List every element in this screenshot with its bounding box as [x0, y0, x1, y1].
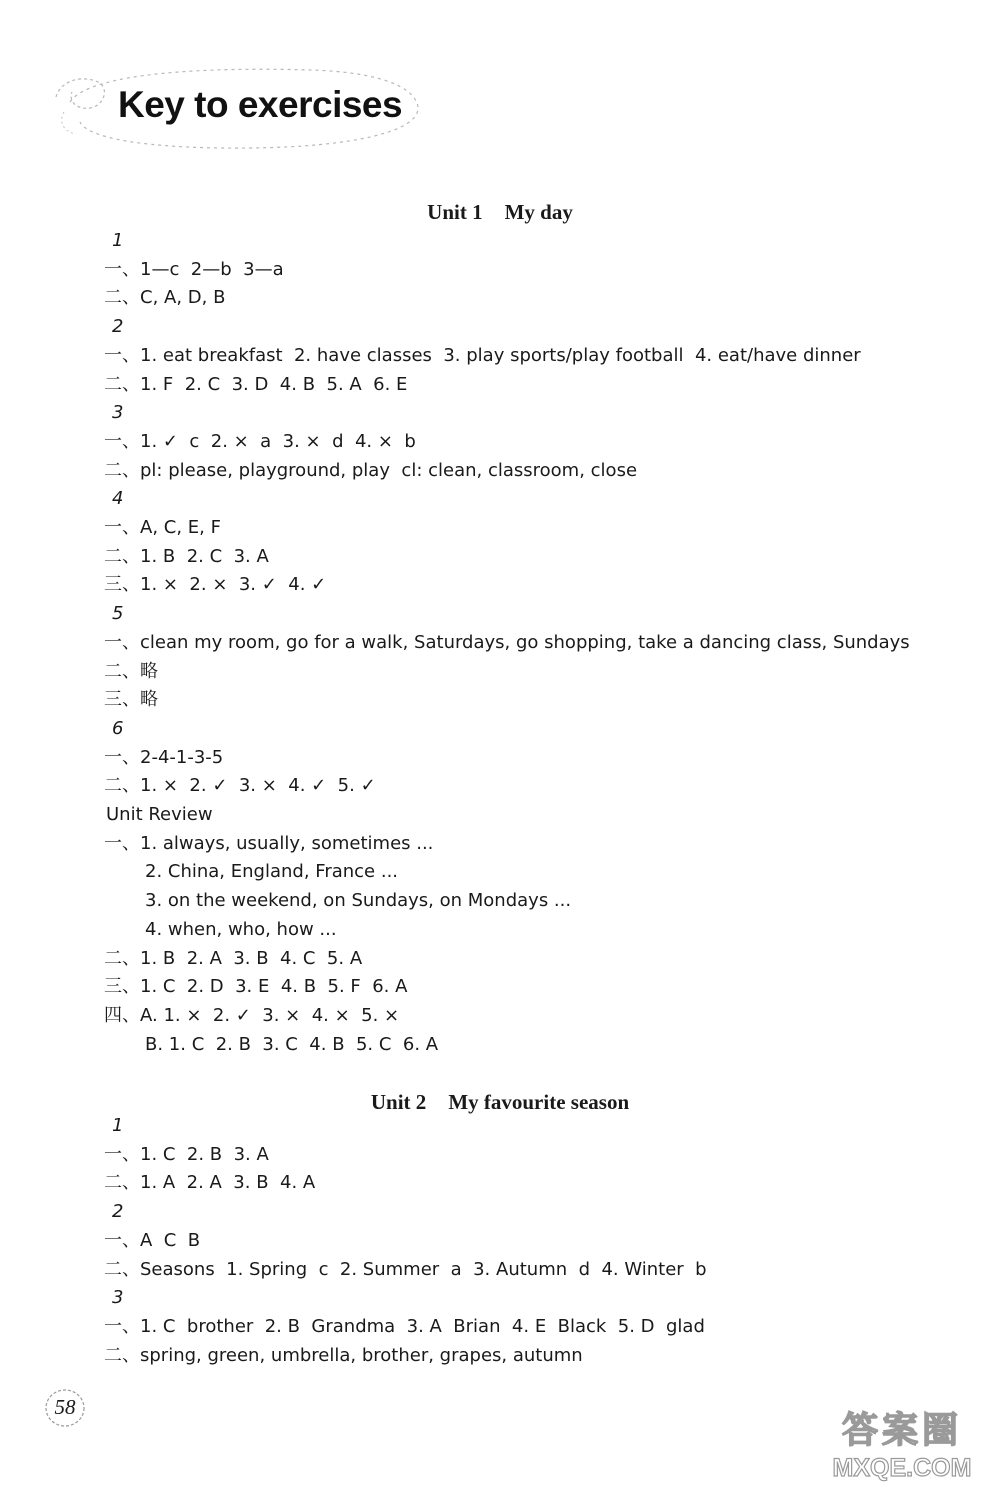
question-label: 二、	[104, 947, 140, 969]
section-number-text: 1	[112, 1115, 124, 1136]
answer-line	[145, 890, 571, 912]
review-heading-text: Unit Review	[106, 804, 213, 825]
question-label: 三、	[104, 689, 140, 711]
answer-text: clean my room, go for a walk, Saturdays, go shopping, take a dancing class, Sundays	[140, 631, 910, 653]
page-number-badge	[44, 1388, 86, 1428]
answer-line	[104, 1230, 200, 1252]
answer-line	[104, 1259, 707, 1281]
answer-text: 4. when, who, how ...	[145, 918, 337, 940]
section-number-text: 5	[112, 603, 124, 625]
question-label: 二、	[104, 775, 140, 797]
review-heading	[106, 804, 213, 826]
question-label: 二、	[104, 1258, 140, 1280]
question-label: 一、	[104, 746, 140, 768]
answer-line	[104, 775, 376, 797]
section-number	[112, 1115, 123, 1137]
answer-line	[104, 345, 861, 367]
question-label: 二、	[104, 545, 140, 567]
page-number: 58	[54, 1395, 76, 1419]
question-label: 二、	[104, 660, 140, 682]
section-number-text: 2	[112, 316, 124, 338]
answer-line	[145, 861, 398, 883]
answer-line	[104, 976, 407, 998]
answer-text: 2. China, England, France ...	[145, 861, 399, 883]
section-number-text: 6	[112, 717, 124, 739]
section-number	[112, 402, 123, 424]
answer-line	[104, 374, 407, 396]
question-label: 二、	[104, 373, 140, 395]
question-label: 二、	[104, 459, 140, 481]
answer-text: 略	[140, 689, 158, 711]
unit-1-number: Unit 1	[427, 200, 483, 224]
question-label: 一、	[104, 430, 140, 452]
answer-text: C, A, D, B	[140, 287, 226, 309]
question-label: 三、	[104, 976, 140, 998]
section-number-text: 2	[112, 1201, 124, 1223]
question-label: 一、	[104, 1315, 140, 1337]
answer-line	[104, 833, 433, 855]
answer-line	[104, 431, 416, 453]
answer-line	[104, 1144, 269, 1166]
answer-text: A. 1. × 2. ✓ 3. × 4. × 5. ×	[140, 1004, 400, 1026]
watermark-logo	[812, 1402, 992, 1492]
section-number	[112, 718, 123, 740]
answer-text: 略	[140, 660, 158, 682]
answer-line	[104, 546, 269, 568]
question-label: 三、	[104, 574, 140, 596]
answer-line	[104, 1005, 399, 1027]
unit-1-name: My day	[504, 200, 573, 224]
answer-line	[145, 919, 337, 941]
answer-text: 1. A 2. A 3. B 4. A	[140, 1172, 316, 1194]
answer-text: 1. eat breakfast 2. have classes 3. play sports/play football 4. eat/have dinner	[140, 344, 861, 366]
page-title: Key to exercises	[118, 84, 403, 125]
question-label: 二、	[104, 287, 140, 309]
section-number	[112, 1287, 123, 1309]
answer-text: 1. B 2. C 3. A	[140, 545, 269, 567]
question-label: 一、	[104, 344, 140, 366]
answer-line	[104, 1316, 705, 1338]
question-label: 二、	[104, 1344, 140, 1366]
unit-1-title	[0, 200, 1000, 225]
section-number	[112, 488, 123, 510]
unit-2-title	[0, 1090, 1000, 1115]
answer-text: 1. F 2. C 3. D 4. B 5. A 6. E	[140, 373, 408, 395]
answer-line	[104, 747, 223, 769]
section-number-text: 3	[112, 402, 124, 424]
section-number	[112, 230, 123, 252]
answer-line	[104, 1172, 315, 1194]
answer-line	[104, 948, 362, 970]
section-number	[112, 603, 123, 625]
answer-line	[104, 287, 225, 309]
answer-text: 2-4-1-3-5	[140, 746, 224, 768]
answer-text: 1. C 2. B 3. A	[140, 1143, 269, 1165]
question-label: 一、	[104, 1143, 140, 1165]
answer-line	[104, 517, 221, 539]
answer-line	[104, 632, 910, 654]
question-label: 一、	[104, 258, 140, 280]
answer-text: 3. on the weekend, on Sundays, on Mondays ...	[145, 890, 572, 912]
answer-line	[145, 1034, 438, 1056]
answer-line	[104, 661, 158, 683]
question-label: 四、	[104, 1004, 140, 1026]
page-header	[50, 62, 430, 152]
answer-line	[104, 1345, 583, 1367]
answer-text: spring, green, umbrella, brother, grapes, autumn	[140, 1344, 583, 1366]
section-number	[112, 1201, 123, 1223]
section-number-text: 1	[112, 230, 124, 251]
question-label: 一、	[104, 631, 140, 653]
answer-text: B. 1. C 2. B 3. C 4. B 5. C 6. A	[145, 1033, 439, 1055]
question-label: 一、	[104, 1229, 140, 1251]
answer-text: A C B	[140, 1229, 201, 1251]
section-number-text: 3	[112, 1287, 124, 1309]
answer-text: 1. × 2. × 3. ✓ 4. ✓	[140, 574, 327, 596]
question-label: 二、	[104, 1172, 140, 1194]
answer-text: A, C, E, F	[140, 517, 221, 538]
watermark-url: MXQE.COM	[832, 1454, 972, 1482]
answer-line	[104, 574, 326, 596]
answer-text: 1. × 2. ✓ 3. × 4. ✓ 5. ✓	[140, 775, 376, 797]
unit-2-number: Unit 2	[370, 1090, 427, 1114]
answer-text: 1. ✓ c 2. × a 3. × d 4. × b	[140, 430, 416, 452]
answer-text: 1. C 2. D 3. E 4. B 5. F 6. A	[140, 976, 408, 998]
watermark-top-text: 答案圈	[841, 1409, 962, 1451]
answer-text: 1. always, usually, sometimes ...	[140, 832, 434, 854]
section-number	[112, 316, 123, 338]
question-label: 一、	[104, 517, 140, 538]
answer-text: 1—c 2—b 3—a	[140, 258, 284, 280]
answer-line	[104, 259, 284, 281]
section-number-text: 4	[112, 488, 124, 510]
unit-2-name: My favourite season	[448, 1090, 630, 1114]
answer-text: 1. C brother 2. B Grandma 3. A Brian 4. E Black 5. D glad	[140, 1315, 705, 1337]
answer-line	[104, 689, 158, 711]
question-label: 一、	[104, 832, 140, 854]
answer-text: pl: please, playground, play cl: clean, classroom, close	[140, 459, 638, 481]
answer-text: 1. B 2. A 3. B 4. C 5. A	[140, 947, 363, 969]
answer-text: Seasons 1. Spring c 2. Summer a 3. Autumn d 4. Winter b	[140, 1258, 707, 1280]
answer-line	[104, 460, 637, 482]
